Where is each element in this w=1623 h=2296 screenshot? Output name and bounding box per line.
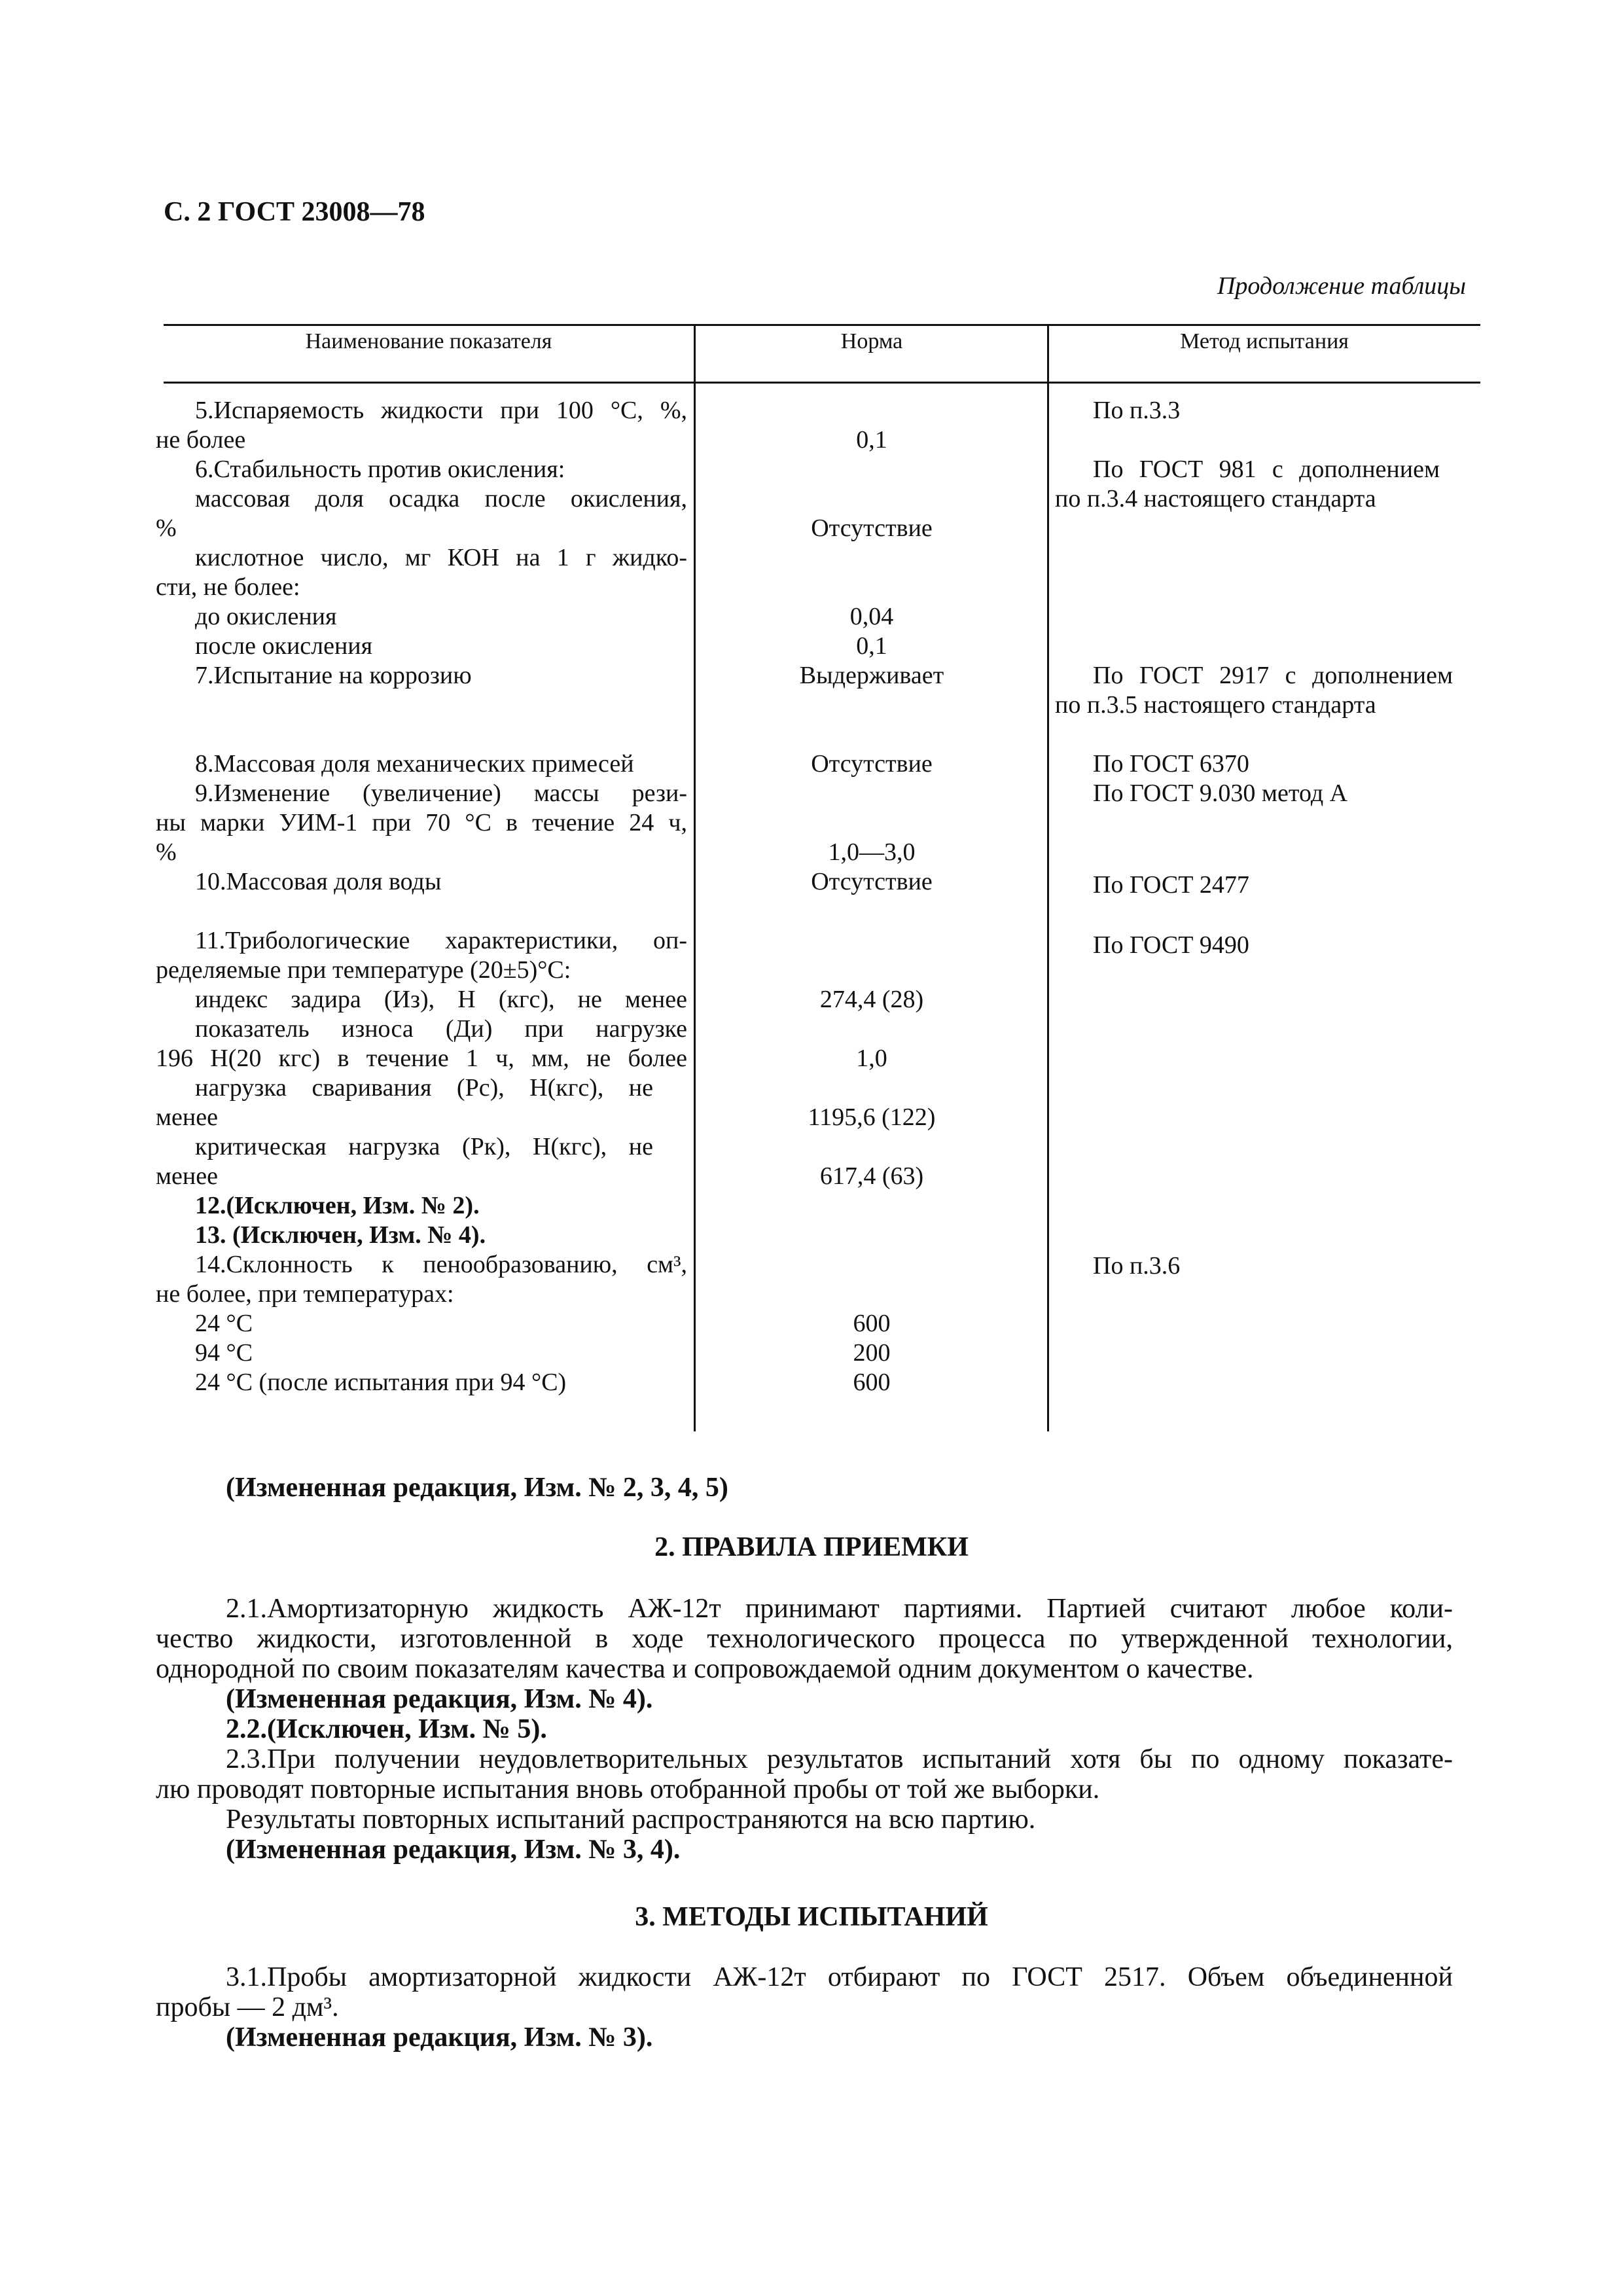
indicator-row: 9.Изменение (увеличение) массы рези- xyxy=(195,780,687,807)
paragraph-2-3-line: 2.3.При получении неудовлетворительных результатов испытаний хотя бы по одному показате- xyxy=(226,1744,1453,1774)
norm-value: Отсутствие xyxy=(811,514,933,542)
method-value: по п.3.4 настоящего стандарта xyxy=(1055,485,1376,512)
method-value: по п.3.5 настоящего стандарта xyxy=(1055,691,1376,719)
norm-value: 600 xyxy=(853,1369,891,1396)
indicator-row: 7.Испытание на коррозию xyxy=(195,662,472,689)
table-top-rule xyxy=(164,324,1480,326)
norm-value: 0,1 xyxy=(856,426,887,454)
indicator-row: 14.Склонность к пенообразованию, см³, xyxy=(195,1251,687,1278)
indicator-row: 5.Испаряемость жидкости при 100 °С, %, xyxy=(195,397,687,424)
indicator-row: не более xyxy=(156,426,246,454)
norm-value: 1,0—3,0 xyxy=(828,838,916,866)
indicator-row: индекс задира (Из), Н (кгс), не менее xyxy=(195,986,687,1013)
indicator-row: 12.(Исключен, Изм. № 2). xyxy=(195,1192,480,1219)
paragraph-2-1-line: 2.1.Амортизаторную жидкость АЖ-12т принимают партиями. Партией считают любое коли- xyxy=(226,1594,1453,1624)
indicator-row: % xyxy=(156,838,177,866)
paragraph-2-1-line: чество жидкости, изготовленной в ходе технологического процесса по утвержденной технологии, xyxy=(156,1624,1453,1654)
indicator-row: 6.Стабильность против окисления: xyxy=(195,456,565,483)
norm-value: 0,04 xyxy=(849,603,894,630)
norm-value: 600 xyxy=(853,1310,891,1337)
method-value: По ГОСТ 9.030 метод А xyxy=(1093,780,1348,807)
section-heading-test-methods: 3. МЕТОДЫ ИСПЫТАНИЙ xyxy=(635,1902,988,1932)
paragraph-3-1-line: пробы — 2 дм³. xyxy=(156,1992,339,2022)
indicator-row: менее xyxy=(156,1162,218,1190)
indicator-row: 94 °С xyxy=(195,1339,253,1367)
norm-value: Отсутствие xyxy=(811,750,933,778)
indicator-row: 10.Массовая доля воды xyxy=(195,868,442,895)
norm-value: 200 xyxy=(853,1339,891,1367)
indicator-row: не более, при температурах: xyxy=(156,1280,454,1308)
norm-value: 1,0 xyxy=(856,1045,887,1072)
table-header-rule xyxy=(164,382,1480,384)
norm-value: Выдерживает xyxy=(799,662,944,689)
norm-value: 1195,6 (122) xyxy=(808,1103,936,1131)
norm-value: 0,1 xyxy=(856,632,887,660)
section-heading-acceptance: 2. ПРАВИЛА ПРИЕМКИ xyxy=(654,1532,969,1562)
indicator-row: 196 Н(20 кгс) в течение 1 ч, мм, не более xyxy=(156,1045,687,1072)
indicator-row: критическая нагрузка (Рк), Н(кгс), не xyxy=(195,1133,653,1160)
method-value: По ГОСТ 6370 xyxy=(1093,750,1249,778)
indicator-row: после окисления xyxy=(195,632,373,660)
column-header-name: Наименование показателя xyxy=(305,329,552,353)
method-value: По ГОСТ 981 с дополнением xyxy=(1093,456,1440,483)
paragraph-2-2: 2.2.(Исключен, Изм. № 5). xyxy=(226,1714,547,1744)
paragraph-3-1-line: 3.1.Пробы амортизаторной жидкости АЖ-12т отбирают по ГОСТ 2517. Объем объединенной xyxy=(226,1962,1453,1992)
indicator-row: 24 °С xyxy=(195,1310,253,1337)
amendment-note: (Измененная редакция, Изм. № 3). xyxy=(226,2022,653,2053)
indicator-row: показатель износа (Ди) при нагрузке xyxy=(195,1015,687,1043)
indicator-row: массовая доля осадка после окисления, xyxy=(195,485,687,512)
indicator-row: ны марки УИМ-1 при 70 °С в течение 24 ч, xyxy=(156,809,687,836)
indicator-row: сти, не более: xyxy=(156,573,300,601)
amendment-note: (Измененная редакция, Изм. № 4). xyxy=(226,1684,653,1714)
indicator-row: ределяемые при температуре (20±5)°С: xyxy=(156,956,571,984)
norm-value: 617,4 (63) xyxy=(819,1162,924,1190)
paragraph-2-1-line: однородной по своим показателям качества и сопровождаемой одним документом о качестве. xyxy=(156,1654,1254,1684)
indicator-row: нагрузка сваривания (Рс), Н(кгс), не xyxy=(195,1074,653,1102)
page-title: С. 2 ГОСТ 23008—78 xyxy=(164,197,425,227)
indicator-row: до окисления xyxy=(195,603,337,630)
paragraph-2-3-line: Результаты повторных испытаний распространяются на всю партию. xyxy=(226,1804,1036,1835)
indicator-row: 11.Трибологические характеристики, оп- xyxy=(195,927,687,954)
method-value: По ГОСТ 9490 xyxy=(1093,931,1249,959)
indicator-row: 8.Массовая доля механических примесей xyxy=(195,750,634,778)
table-continuation-caption: Продолжение таблицы xyxy=(1217,272,1466,300)
norm-value: Отсутствие xyxy=(811,868,933,895)
method-value: По ГОСТ 2477 xyxy=(1093,871,1249,899)
norm-value: 274,4 (28) xyxy=(819,986,924,1013)
indicator-row: кислотное число, мг КОН на 1 г жидко- xyxy=(195,544,687,571)
indicator-row: % xyxy=(156,514,177,542)
indicator-row: менее xyxy=(156,1103,218,1131)
amendment-note: (Измененная редакция, Изм. № 3, 4). xyxy=(226,1835,681,1865)
column-header-method: Метод испытания xyxy=(1180,329,1349,353)
indicator-row: 13. (Исключен, Изм. № 4). xyxy=(195,1221,486,1249)
method-value: По ГОСТ 2917 с дополнением xyxy=(1093,662,1453,689)
method-value: По п.3.3 xyxy=(1093,397,1181,424)
paragraph-2-3-line: лю проводят повторные испытания вновь отобранной пробы от той же выборки. xyxy=(156,1774,1100,1804)
column-header-norm: Норма xyxy=(840,329,903,353)
indicator-row: 24 °С (после испытания при 94 °С) xyxy=(195,1369,567,1396)
amendment-note: (Измененная редакция, Изм. № 2, 3, 4, 5) xyxy=(226,1473,728,1503)
method-value: По п.3.6 xyxy=(1093,1252,1181,1280)
